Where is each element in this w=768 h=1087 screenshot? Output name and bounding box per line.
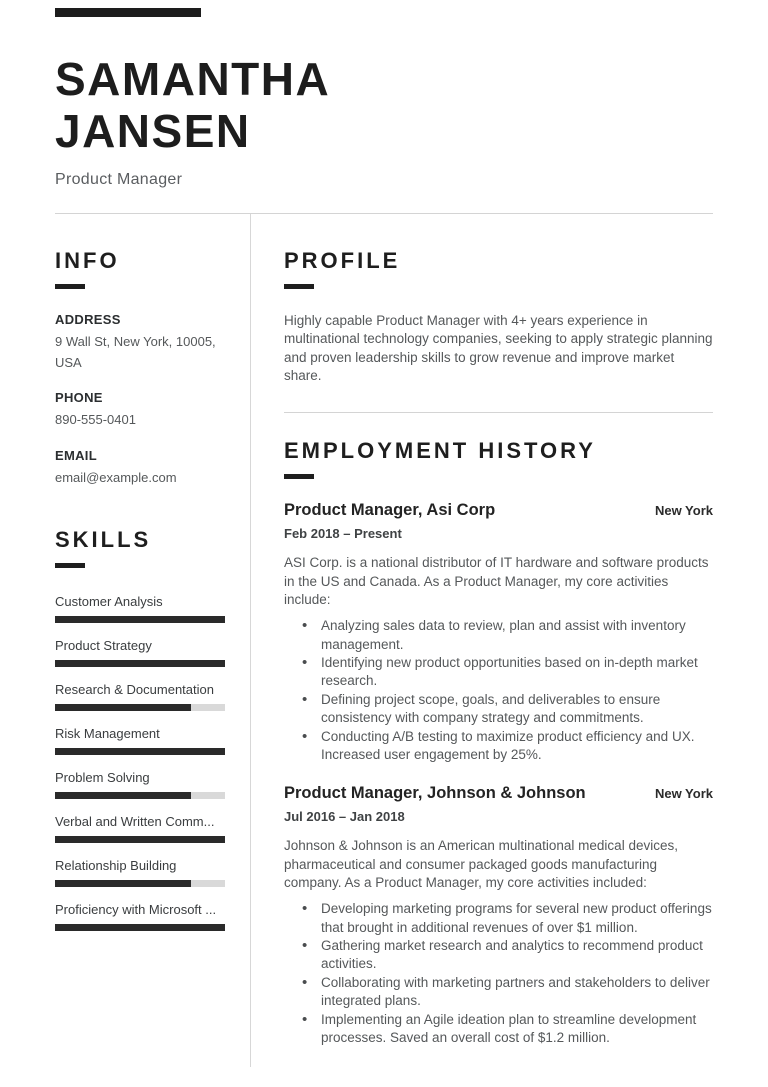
- job-bullet: • Conducting A/B testing to maximize product efficiency and UX. Increased user engagement by 25%.: [302, 728, 713, 765]
- skill-item: [55, 726, 225, 755]
- skill-progress-fill: [55, 836, 225, 843]
- job-header: [284, 501, 713, 520]
- phone-field: [55, 390, 225, 431]
- skill-progress-fill: [55, 880, 191, 887]
- skill-progress-track: [55, 616, 225, 623]
- job-bullet: • Gathering market research and analytics to recommend product activities.: [302, 937, 713, 974]
- info-heading-rule: [55, 284, 85, 289]
- jobs-list: [284, 501, 713, 1047]
- section-divider: [284, 412, 713, 413]
- employment-heading-rule: [284, 474, 314, 479]
- job-location: New York: [654, 786, 713, 802]
- employment-history-heading: EMPLOYMENT HISTORY: [284, 438, 596, 464]
- skills-heading-rule: [55, 563, 85, 568]
- skill-name: Risk Management: [55, 726, 160, 742]
- job-bullet: • Developing marketing programs for several new product offerings that brought in additional revenues of over $1 million.: [302, 900, 713, 937]
- skill-item: [55, 682, 225, 711]
- skill-name: Problem Solving: [55, 770, 150, 786]
- skill-progress-track: [55, 660, 225, 667]
- skill-progress-track: [55, 792, 225, 799]
- job-location: New York: [654, 503, 713, 519]
- email-label: EMAIL: [55, 448, 97, 464]
- job-title: Product Manager, Asi Corp: [284, 501, 496, 520]
- skill-name: Customer Analysis: [55, 594, 163, 610]
- job-bullet-list: [284, 617, 713, 764]
- skill-item: [55, 902, 225, 931]
- skill-progress-track: [55, 704, 225, 711]
- left-column: [55, 214, 250, 1067]
- email-field: [55, 448, 225, 489]
- skills-section: [55, 527, 225, 931]
- person-name: [55, 53, 713, 158]
- job-title-subtitle: Product Manager: [55, 170, 183, 188]
- email-value: email@example.com: [55, 470, 177, 486]
- skill-item: [55, 814, 225, 843]
- skill-progress-fill: [55, 924, 225, 931]
- address-label: ADDRESS: [55, 311, 121, 327]
- skill-item: [55, 594, 225, 623]
- accent-bar: [55, 8, 201, 17]
- job-dates: Feb 2018 – Present: [284, 526, 402, 542]
- skill-progress-fill: [55, 748, 225, 755]
- job-header: [284, 784, 713, 803]
- profile-text: Highly capable Product Manager with 4+ years experience in multinational technology companies, seeking to apply strategic planning and proven leadership skills to grow revenue and improve market share.: [284, 312, 713, 383]
- skill-progress-fill: [55, 792, 191, 799]
- right-column: [250, 214, 713, 1067]
- skill-name: Relationship Building: [55, 858, 177, 874]
- info-section: [55, 248, 225, 489]
- last-name: JANSEN: [55, 105, 251, 158]
- skill-progress-track: [55, 748, 225, 755]
- job-bullet: • Collaborating with marketing partners and stakeholders to deliver integrated plans.: [302, 974, 713, 1011]
- skill-progress-track: [55, 924, 225, 931]
- job-bullet: • Defining project scope, goals, and deliverables to ensure consistency with company strategy and commitments.: [302, 691, 713, 728]
- job-bullet: • Identifying new product opportunities based on in-depth market research.: [302, 654, 713, 691]
- profile-section: [284, 248, 713, 385]
- info-fields: [55, 312, 225, 489]
- job-entry-johnson-johnson: [284, 784, 713, 1047]
- skill-name: Research & Documentation: [55, 682, 214, 698]
- skill-progress-track: [55, 880, 225, 887]
- skill-name: Verbal and Written Comm...: [55, 814, 215, 830]
- job-bullet: • Analyzing sales data to review, plan and assist with inventory management.: [302, 617, 713, 654]
- skill-progress-track: [55, 836, 225, 843]
- skills-list: [55, 594, 225, 931]
- job-bullet: • Implementing an Agile ideation plan to streamline development processes. Saved an overall cost of $1.2 million.: [302, 1011, 713, 1048]
- first-name: SAMANTHA: [55, 53, 331, 105]
- skill-progress-fill: [55, 616, 225, 623]
- skills-heading: SKILLS: [55, 527, 152, 553]
- job-entry-asi-corp: [284, 501, 713, 764]
- skill-progress-fill: [55, 704, 191, 711]
- phone-label: PHONE: [55, 390, 103, 406]
- job-dates: Jul 2016 – Jan 2018: [284, 809, 405, 825]
- job-summary: Johnson & Johnson is an American multinational medical devices, pharmaceutical and consumer packaged goods manufacturing company. As a Product Manager, my core activities included:: [284, 838, 678, 890]
- skill-progress-fill: [55, 660, 225, 667]
- job-summary: ASI Corp. is a national distributor of IT hardware and software products in the US and Canada. As a Product Manager, my core activities include:: [284, 555, 709, 608]
- phone-value: 890-555-0401: [55, 412, 136, 428]
- job-bullet-list: [284, 900, 713, 1047]
- skill-item: [55, 638, 225, 667]
- profile-heading: PROFILE: [284, 247, 401, 273]
- skill-item: [55, 770, 225, 799]
- skill-name: Proficiency with Microsoft ...: [55, 902, 217, 918]
- profile-heading-rule: [284, 284, 314, 289]
- two-column-layout: [55, 214, 713, 1067]
- address-value: 9 Wall St, New York, 10005, USA: [55, 333, 216, 370]
- skill-item: [55, 858, 225, 887]
- address-field: [55, 312, 225, 374]
- info-heading: INFO: [55, 247, 120, 273]
- job-title: Product Manager, Johnson & Johnson: [284, 784, 586, 803]
- employment-history-section: [284, 438, 713, 1047]
- skill-name: Product Strategy: [55, 638, 152, 654]
